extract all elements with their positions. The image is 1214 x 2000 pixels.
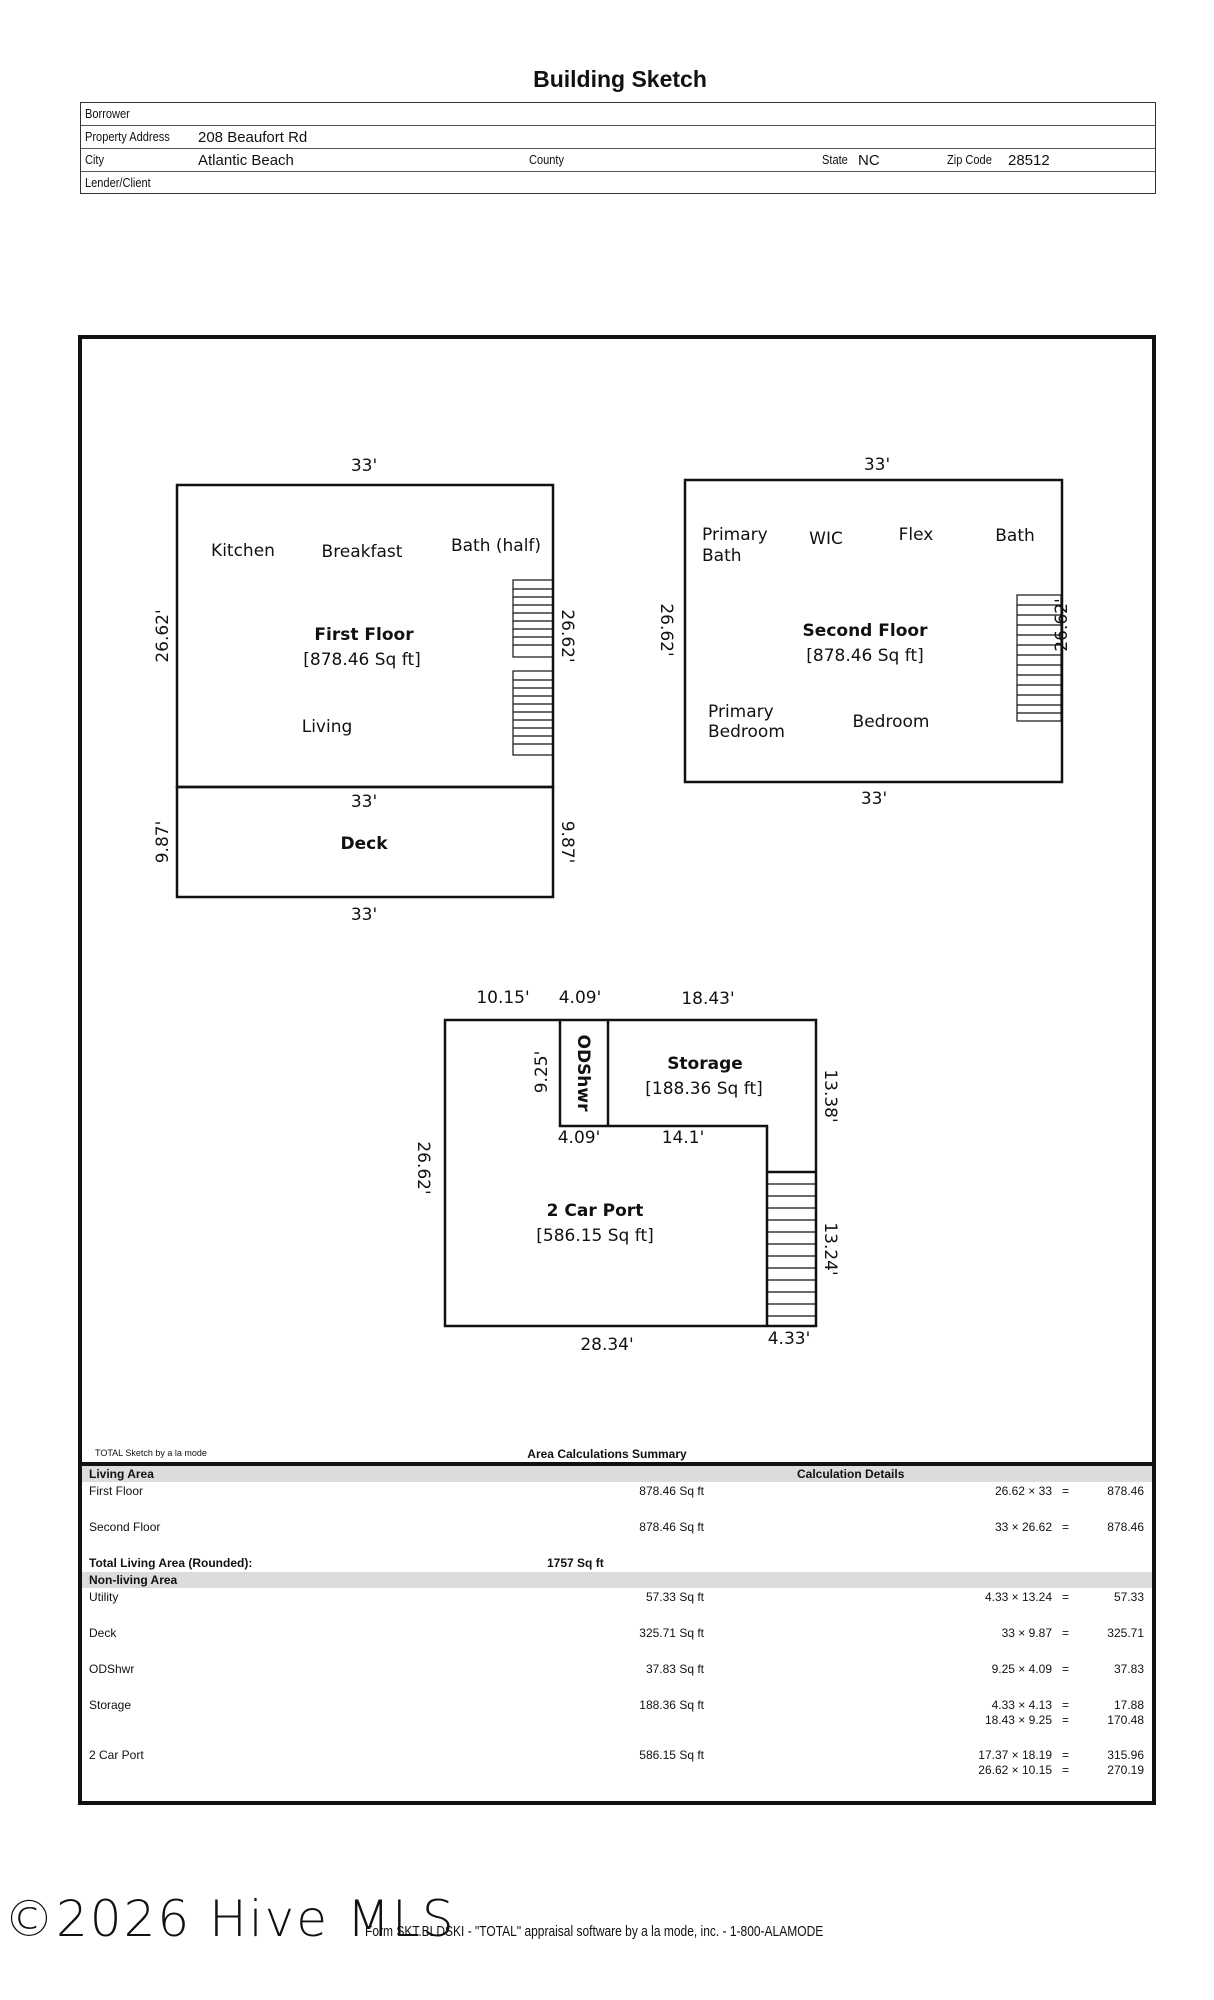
page-title: Building Sketch [533, 66, 707, 92]
second-floor-label: Second Floor [802, 621, 928, 641]
room-kitchen: Kitchen [211, 541, 275, 561]
summary-row-name: ODShwr [89, 1662, 135, 1676]
calc-result: 878.46 [1107, 1520, 1144, 1534]
summary-row [82, 1482, 1152, 1518]
summary-row-area: 188.36 Sq ft [639, 1698, 704, 1712]
living-area-header: Living Area Calculation Details [82, 1466, 1152, 1482]
summary-row-area: 325.71 Sq ft [639, 1626, 704, 1640]
first-floor-left-dim: 26.62' [153, 609, 173, 663]
watermark: ©2026 Hive MLS [4, 1890, 456, 1948]
carport-area: [586.15 Sq ft] [536, 1226, 654, 1246]
calc-equals: = [1062, 1520, 1070, 1534]
calc-result: 170.48 [1107, 1713, 1144, 1727]
room-wic: WIC [809, 529, 843, 549]
property-address-label: Property Address [85, 129, 170, 144]
total-living-row: Total Living Area (Rounded): 1757 Sq ft [89, 1556, 604, 1570]
county-label: County [529, 152, 565, 167]
calc-equals: = [1062, 1484, 1070, 1498]
calc-expression: 26.62 × 33 [994, 1484, 1052, 1498]
room-primary-bedroom-line2: Bedroom [708, 722, 785, 742]
lender-label: Lender/Client [85, 175, 151, 190]
summary-row-area: 878.46 Sq ft [639, 1520, 704, 1534]
state-label: State [822, 152, 848, 167]
calc-expression: 4.33 × 13.24 [984, 1590, 1052, 1604]
footer-text: Form SKT.BLDSKI - "TOTAL" appraisal software by a la mode, inc. - 1-800-ALAMODE [365, 1923, 824, 1940]
calc-equals: = [1062, 1763, 1070, 1777]
summary-row-area: 57.33 Sq ft [645, 1590, 704, 1604]
calc-expression: 26.62 × 10.15 [978, 1763, 1052, 1777]
summary-row [82, 1588, 1152, 1624]
calc-equals: = [1062, 1590, 1070, 1604]
calc-expression: 18.43 × 9.25 [984, 1713, 1052, 1727]
calc-details-header: Calculation Details [797, 1467, 905, 1481]
ground-right-lower-dim: 13.24' [820, 1222, 840, 1276]
ground-inner-dim-b: 14.1' [661, 1128, 705, 1148]
storage-area: [188.36 Sq ft] [645, 1079, 763, 1099]
summary-row [82, 1660, 1152, 1696]
summary-row [82, 1696, 1152, 1746]
calc-result: 37.83 [1113, 1662, 1144, 1676]
ground-top-dim-c: 18.43' [681, 989, 735, 1009]
storage-label: Storage [667, 1054, 743, 1074]
second-floor-left-dim: 26.62' [656, 603, 676, 657]
room-bath: Bath [995, 526, 1035, 546]
ground-right-upper-dim: 13.38' [820, 1069, 840, 1123]
borrower-label: Borrower [85, 106, 130, 121]
calc-equals: = [1062, 1748, 1070, 1762]
calc-equals: = [1062, 1698, 1070, 1712]
state-value: NC [858, 152, 880, 169]
summary-row [82, 1624, 1152, 1660]
first-floor-label: First Floor [314, 625, 414, 645]
summary-row-area: 878.46 Sq ft [639, 1484, 704, 1498]
summary-row-name: Deck [89, 1626, 117, 1640]
deck-bottom-dim: 33' [350, 905, 378, 925]
ground-inner-dim-a: 4.09' [557, 1128, 601, 1148]
ground-stairs [767, 1172, 816, 1326]
summary-row-name: Second Floor [89, 1520, 161, 1534]
summary-row [82, 1518, 1152, 1554]
zip-label: Zip Code [947, 152, 992, 167]
first-floor-area: [878.46 Sq ft] [303, 650, 421, 670]
calc-equals: = [1062, 1713, 1070, 1727]
calc-result: 315.96 [1107, 1748, 1144, 1762]
room-bath-half: Bath (half) [450, 536, 542, 556]
deck-right-dim: 9.87' [557, 820, 577, 864]
calc-result: 270.19 [1107, 1763, 1144, 1777]
ground-outline [445, 1020, 816, 1326]
room-flex: Flex [898, 525, 934, 545]
first-floor-stairs [513, 580, 553, 755]
city-value: Atlantic Beach [198, 152, 294, 169]
ground-left-dim: 26.62' [413, 1141, 433, 1195]
first-floor-right-dim: 26.62' [557, 609, 577, 663]
room-primary-bath-line2: Bath [702, 546, 742, 566]
second-floor-right-dim: 26.62' [1052, 598, 1072, 652]
summary-row-area: 37.83 Sq ft [645, 1662, 704, 1676]
ground-top-dim-b: 4.09' [558, 988, 602, 1008]
calc-equals: = [1062, 1626, 1070, 1640]
summary-row-area: 586.15 Sq ft [639, 1748, 704, 1762]
calc-result: 325.71 [1107, 1626, 1144, 1640]
second-floor-top-dim: 33' [863, 455, 891, 475]
area-summary-table [82, 1466, 1152, 1796]
calc-result: 878.46 [1107, 1484, 1144, 1498]
summary-title: Area Calculations Summary [527, 1447, 687, 1461]
deck-label: Deck [340, 834, 388, 854]
calc-expression: 33 × 26.62 [994, 1520, 1052, 1534]
room-bedroom: Bedroom [852, 712, 930, 732]
room-primary-bedroom-line1: Primary [708, 702, 774, 722]
property-address-value: 208 Beaufort Rd [198, 129, 308, 146]
calc-expression: 17.37 × 18.19 [978, 1748, 1052, 1762]
nonliving-area-header: Non-living Area [82, 1572, 1152, 1588]
calc-equals: = [1062, 1662, 1070, 1676]
first-floor-top-dim: 33' [350, 456, 378, 476]
second-floor-bottom-dim: 33' [860, 789, 888, 809]
summary-row-name: First Floor [89, 1484, 143, 1498]
room-primary-bath-line1: Primary [702, 525, 768, 545]
sketch-credit: TOTAL Sketch by a la mode [95, 1448, 207, 1458]
deck-top-dim: 33' [350, 792, 378, 812]
odshwr-label: ODShwr [573, 1034, 593, 1112]
ground-bottom-dim-b: 4.33' [767, 1329, 811, 1349]
calc-expression: 9.25 × 4.09 [991, 1662, 1052, 1676]
second-floor-area: [878.46 Sq ft] [806, 646, 924, 666]
summary-row-name: Storage [89, 1698, 132, 1712]
calc-expression: 33 × 9.87 [1001, 1626, 1052, 1640]
summary-row-name: Utility [89, 1590, 119, 1604]
carport-label: 2 Car Port [546, 1201, 644, 1221]
calc-expression: 4.33 × 4.13 [991, 1698, 1052, 1712]
deck-left-dim: 9.87' [153, 820, 173, 864]
zip-value: 28512 [1008, 152, 1050, 169]
city-label: City [85, 152, 105, 167]
ground-bottom-dim-a: 28.34' [580, 1335, 634, 1355]
odshwr-height-dim: 9.25' [532, 1050, 552, 1094]
calc-result: 57.33 [1113, 1590, 1144, 1604]
summary-row [82, 1746, 1152, 1796]
summary-row-name: 2 Car Port [89, 1748, 144, 1762]
calc-result: 17.88 [1113, 1698, 1144, 1712]
room-breakfast: Breakfast [321, 542, 403, 562]
room-living: Living [301, 717, 353, 737]
ground-top-dim-a: 10.15' [476, 988, 530, 1008]
